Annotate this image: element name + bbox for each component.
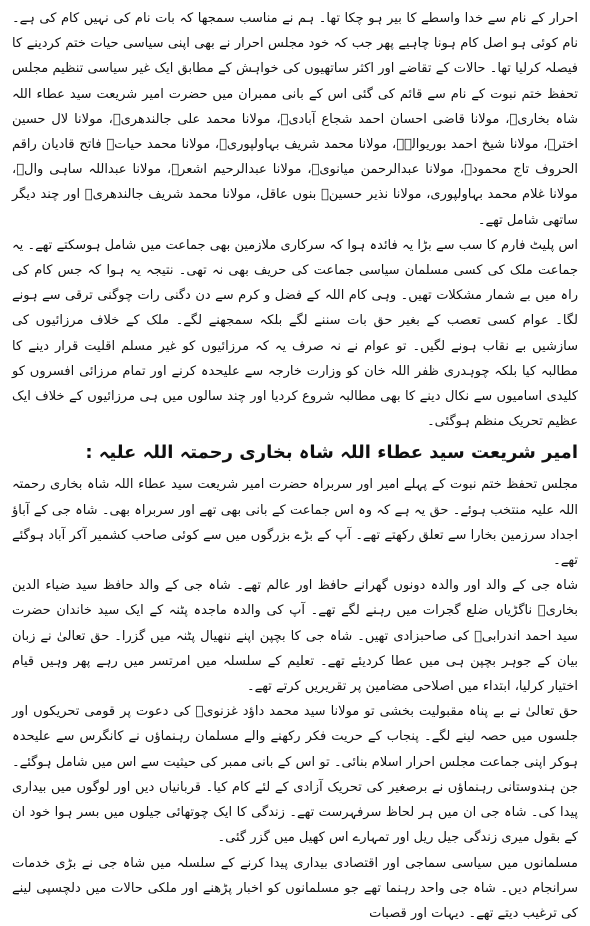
paragraph: حق تعالیٰ نے بے پناہ مقبولیت بخشی تو مولانا سید محمد داؤد غزنویؒ کی دعوت پر قومی تحریکوں اور جلسوں میں حصہ لینے لگے۔ پنجاب کے حریت فکر رکھنے والے مسلمان رہنماؤں نے کانگرس سے علیحدہ ہوکر اپنی جماعت مجلس احرار اسلام بنائی۔ تو اس کے بانی ممبر کی حیثیت سے اس میں شامل ہوگئے۔ جن ہندوستانی رہنماؤں نے برصغیر کی تحریک آزادی کے لئے کام کیا۔ قربانیاں دیں اور لوگوں میں بیداری پیدا کی۔ شاہ جی ان میں ہر لحاظ سرفہرست تھے۔ زندگی کا ایک چوتھائی جیلوں میں بسر ہوا خود ان کے بقول میری زندگی جیل ریل اور تمہارے اس کھیل میں گزر گئی۔ [12, 699, 578, 850]
paragraph: اس پلیٹ فارم کا سب سے بڑا یہ فائدہ ہوا کہ سرکاری ملازمین بھی جماعت میں شامل ہوسکتے تھے۔ یہ جماعت ملک کی کسی مسلمان سیاسی جماعت کی حریف بھی نہ تھی۔ نتیجہ یہ ہوا کہ جس کام کی راہ میں بے شمار مشکلات تھیں۔ وہی کام اللہ کے فضل و کرم سے دن دگنی رات چوگنی ترقی سے ہونے لگا۔ عوام کسی تعصب کے بغیر حق بات سننے لگے بلکہ سمجھنے لگے۔ ملک کے خلاف مرزائیوں کی سازشیں بے نقاب ہونے لگیں۔ تو عوام نے نہ صرف یہ کہ مرزائیوں کو غیر مسلم اقلیت قرار دینے کا مطالبہ کیا بلکہ چوہدری ظفر اللہ خان کو وزارت خارجہ سے علیحدہ کرنے اور تمام مرزائی افسروں کو کلیدی اسامیوں سے نکال دینے کا بھی مطالبہ شروع کردیا اور چند سالوں میں ہی مرزائیوں کے خلاف ایک عظیم تحریک منظم ہوگئی۔ [12, 233, 578, 435]
paragraph: احرار کے نام سے خدا واسطے کا بیر ہو چکا تھا۔ ہم نے مناسب سمجھا کہ بات نام کی نہیں کام کی ہے۔ نام کوئی ہو اصل کام ہونا چاہیے پھر جب کہ خود مجلس احرار نے بھی اپنی سیاسی حیات ختم کردینے کا فیصلہ کرلیا تھا۔ حالات کے تقاضے اور اکثر ساتھیوں کی خواہش کے مطابق ایک غیر سیاسی تنظیم مجلس تحفظ ختم نبوت کے نام سے قائم کی گئی اس کے بانی ممبران میں حضرت امیر شریعت سید عطاء اللہ شاہ بخاریؒ، مولانا قاضی احسان احمد شجاع آبادیؒ، مولانا محمد علی جالندھریؒ، مولانا لال حسین اخترؒ، مولانا شیخ احمد بوریوالہؒ، مولانا محمد شریف بہاولپوریؒ، مولانا محمد حیاتؒ فاتح قادیان راقم الحروف تاج محمودؒ، مولانا عبدالرحمن میانویؒ، مولانا عبدالرحیم اشعرؒ، مولانا عبداللہ ساہی والؒ، مولانا غلام محمد بہاولپوری، مولانا نذیر حسینؒ بنوں عاقل، مولانا محمد شریف جالندھریؒ اور چند دیگر ساتھی شامل تھے۔ [12, 6, 578, 233]
paragraph: مسلمانوں میں سیاسی سماجی اور اقتصادی بیداری پیدا کرنے کے سلسلہ میں شاہ جی نے بڑی خدمات سرانجام دیں۔ شاہ جی واحد رہنما تھے جو مسلمانوں کو اخبار پڑھنے اور ملکی حالات میں دلچسپی لینے کی ترغیب دیتے تھے۔ دیہات اور قصبات [12, 851, 578, 926]
paragraph: مجلس تحفظ ختم نبوت کے پہلے امیر اور سربراہ حضرت امیر شریعت سید عطاء اللہ شاہ بخاری رحمتہ اللہ علیہ منتخب ہوئے۔ حق یہ ہے کہ وہ اس جماعت کے بانی بھی تھے اور سربراہ بھی۔ شاہ جی کے آباؤ اجداد سرزمین بخارا سے تعلق رکھتے تھے۔ آپ کے بڑے بزرگوں میں سے کوئی صاحب کشمیر آکر آباد ہوگئے تھے۔ [12, 472, 578, 573]
section-heading: امیر شریعت سید عطاء اللہ شاہ بخاری رحمتہ اللہ علیہ : [12, 438, 578, 468]
paragraph: شاہ جی کے والد اور والدہ دونوں گھرانے حافظ اور عالم تھے۔ شاہ جی کے والد حافظ سید ضیاء الدین بخاریؒ ناگڑیاں ضلع گجرات میں رہنے لگے تھے۔ آپ کی والدہ ماجدہ پٹنہ کے ایک سید خاندان حضرت سید احمد اندرابیؒ کی صاحبزادی تھیں۔ شاہ جی کا بچپن اپنے ننھیال پٹنہ میں گزرا۔ حق تعالیٰ نے زبان بیان کے جوہر بچپن ہی میں عطا کردیئے تھے۔ تعلیم کے سلسلہ میں امرتسر میں رہے پھر وہیں قیام اختیار کرلیا، ابتداء میں اصلاحی مضامین پر تقریریں کرتے تھے۔ [12, 573, 578, 699]
